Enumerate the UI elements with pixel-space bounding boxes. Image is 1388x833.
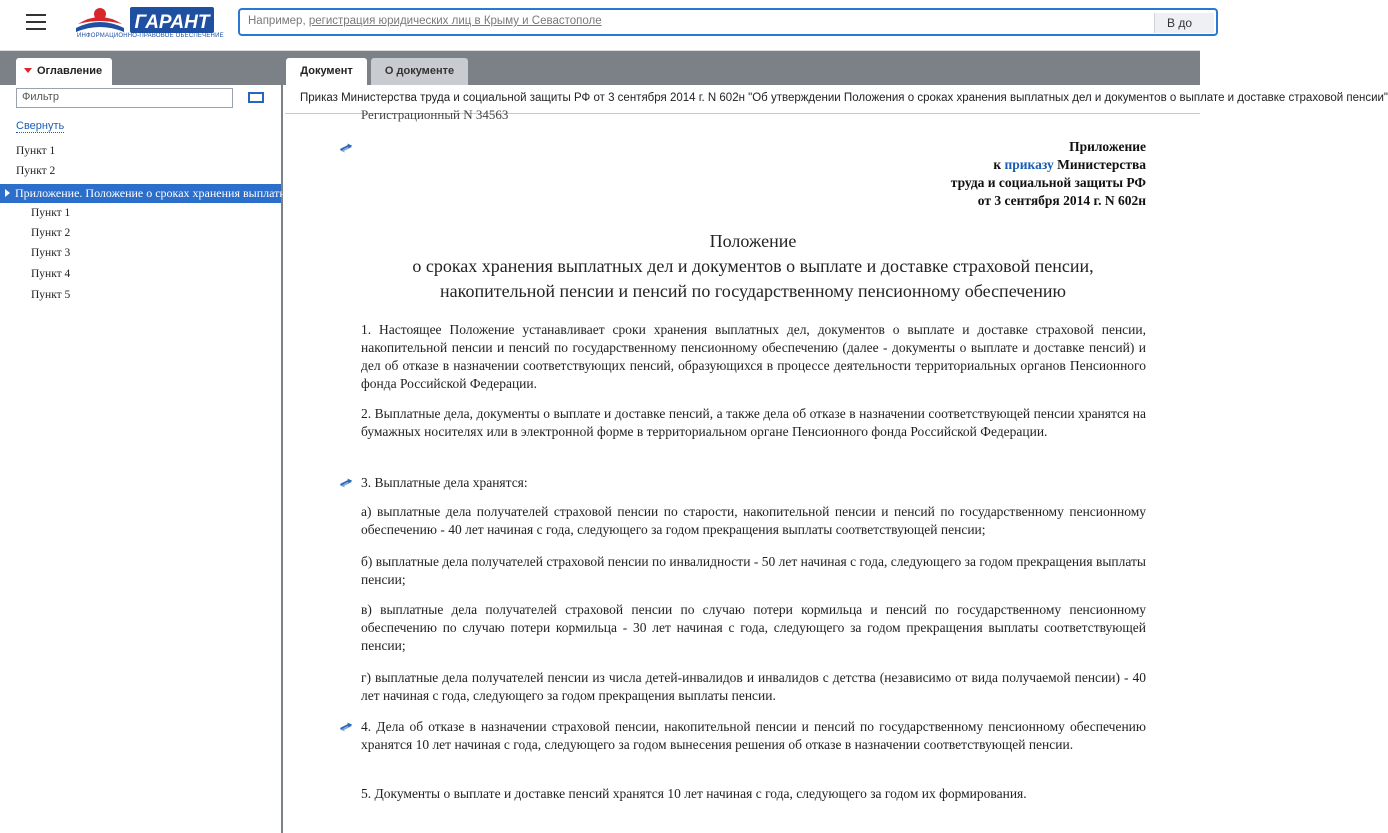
heading-line-3: накопительной пенсии и пенсий по государственному пенсионному обеспечению — [440, 281, 1066, 301]
triangle-right-icon — [5, 189, 10, 197]
paragraph-3v: в) выплатные дела получателей страховой пенсии по случаю потери кормильца и пенсий по государственному пенсионному обеспечению по случаю потери кормильца - 30 лет начиная с года, следующего за годом прекращения выплаты соответствующей пенсии; — [361, 602, 1146, 653]
toc-item-1[interactable]: Пункт 1 — [16, 145, 56, 157]
paragraph-1: 1. Настоящее Положение устанавливает сроки хранения выплатных дел, документов о выплате и доставке страховой пенсии, накопительной пенсии и пенсий по государственному пенсионному обеспечению (далее - документы о выплате и доставке пенсий) и дел об отказе в назначении соответствующих пенсий, образующихся в процессе деятельности территориальных органов Пенсионного фонда Российской Федерации. — [361, 322, 1146, 391]
filter-input[interactable]: Фильтр — [16, 88, 233, 108]
toc-item-appendix-label: Приложение. Положение о сроках хранения выплатных дел и документов о выплате и доставке страховой пенсии — [15, 186, 598, 200]
paragraph-4: 4. Дела об отказе в назначении страховой пенсии, накопительной пенсии и пенсий по государственному пенсионному обеспечению хранятся 10 лет начиная с года, следующего за годом вынесения решения об отказе в назначении соответствующей пенсии. — [361, 719, 1146, 752]
document-body — [285, 107, 1200, 833]
search-example-link[interactable]: регистрация юридических лиц в Крыму и Севастополе — [308, 15, 602, 27]
appendix-block — [951, 138, 1146, 210]
search-scope-button[interactable]: В до — [1154, 13, 1214, 33]
filter-toggle-icon[interactable] — [248, 92, 264, 103]
tab-about-document[interactable]: О документе — [371, 58, 468, 85]
paragraph-3g: г) выплатные дела получателей пенсии из числа детей-инвалидов и инвалидов с детства (независимо от вида получаемой пенсии) - 40 лет начиная с года, следующего за годом прекращения выплаты пенсии. — [361, 670, 1146, 703]
cross-reference-icon[interactable] — [339, 143, 353, 153]
tab-contents[interactable] — [16, 58, 112, 85]
order-link[interactable]: приказу — [1004, 157, 1054, 172]
toc-item-appendix[interactable] — [0, 184, 598, 203]
collapse-link[interactable]: Свернуть — [16, 120, 65, 132]
tab-contents-label: Оглавление — [37, 65, 103, 77]
tab-band — [0, 51, 1200, 85]
toc-item-2[interactable]: Пункт 2 — [16, 165, 56, 177]
registration-number: Регистрационный N 34563 — [361, 107, 509, 122]
paragraph-5: 5. Документы о выплате и доставке пенсий хранятся 10 лет начиная с года, следующего за годом их формирования. — [361, 786, 1027, 801]
document-title: Приказ Министерства труда и социальной защиты РФ от 3 сентября 2014 г. N 602н "Об утверждении Положения о сроках хранения выплатных дел и документов о выплате и доставке страховой пенсии" — [300, 92, 1388, 104]
appendix-line-3: труда и социальной защиты РФ — [950, 175, 1146, 190]
heading-line-2: о сроках хранения выплатных дел и документов о выплате и доставке страховой пенсии, — [412, 256, 1094, 276]
toc-subitem-2[interactable]: Пункт 2 — [31, 227, 71, 239]
appendix-line-2 — [951, 156, 1146, 174]
toc-subitem-4[interactable]: Пункт 4 — [31, 268, 71, 280]
appendix-line-4: от 3 сентября 2014 г. N 602н — [977, 193, 1146, 208]
paragraph-3b: б) выплатные дела получателей страховой пенсии по инвалидности - 50 лет начиная с года, следующего за годом прекращения выплаты пенсии; — [361, 554, 1146, 587]
appendix-line-2-suffix: Министерства — [1053, 157, 1146, 172]
search-prefix: Например, — [248, 15, 309, 27]
toc-subitem-3[interactable]: Пункт 3 — [31, 247, 71, 259]
toc-subitem-1[interactable]: Пункт 1 — [31, 207, 71, 219]
appendix-line-1: Приложение — [1069, 139, 1146, 154]
top-bar — [0, 0, 1200, 51]
tab-document[interactable]: Документ — [286, 58, 367, 85]
appendix-line-2-prefix: к — [993, 157, 1005, 172]
document-heading — [360, 229, 1146, 304]
toc-subitem-5[interactable]: Пункт 5 — [31, 289, 71, 301]
search-input[interactable] — [248, 15, 602, 27]
cross-reference-icon[interactable] — [339, 478, 353, 488]
menu-icon[interactable] — [26, 14, 46, 30]
paragraph-3a: а) выплатные дела получателей страховой пенсии по старости, накопительной пенсии и пенсий по государственному пенсионному обеспечению - 40 лет начиная с года, следующего за годом прекращения выплаты соответствующей пенсии; — [361, 504, 1146, 537]
logo-subtitle: ИНФОРМАЦИОННО-ПРАВОВОЕ ОБЕСПЕЧЕНИЕ — [77, 33, 224, 39]
heading-line-1: Положение — [709, 231, 797, 251]
paragraph-3: 3. Выплатные дела хранятся: — [361, 475, 528, 490]
search-box[interactable] — [238, 8, 1218, 36]
paragraph-2: 2. Выплатные дела, документы о выплате и доставке пенсий, а также дела об отказе в назначении соответствующей пенсии хранятся на бумажных носителях или в электронной форме в территориальном органе Пенсионного фонда Российской Федерации. — [361, 406, 1146, 439]
cross-reference-icon[interactable] — [339, 722, 353, 732]
logo-text: ГАРАНТ — [134, 12, 210, 33]
triangle-down-icon — [24, 68, 32, 73]
